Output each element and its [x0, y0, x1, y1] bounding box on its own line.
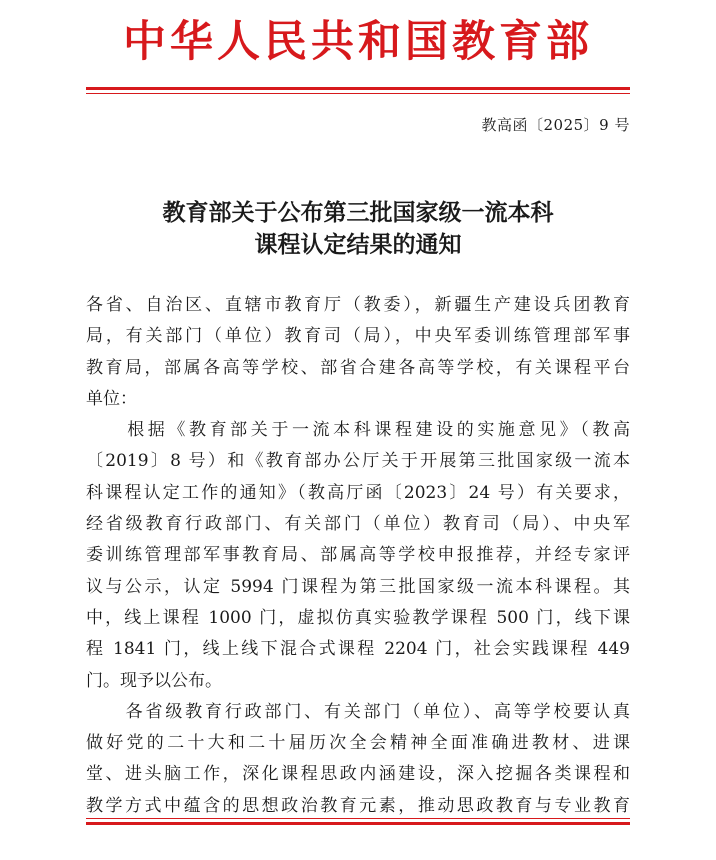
text-line: 堂、进头脑工作，深化课程思政内涵建设，深入挖掘各类课程和 — [86, 764, 630, 785]
document-number: 教高函〔2025〕9 号 — [481, 116, 630, 134]
text-line: 委训练管理部军事教育局、部属高等学校申报推荐，并经专家评 — [86, 545, 630, 566]
paragraph-1 — [86, 415, 630, 697]
text-line: 程 1841 门，线上线下混合式课程 2204 门，社会实践课程 449 — [86, 639, 630, 660]
footer-rule-thick — [86, 822, 630, 825]
header-rule-thick — [86, 87, 630, 90]
footer-rule-thin — [86, 818, 630, 819]
title-line-2: 课程认定结果的通知 — [254, 232, 462, 258]
text-line: 经省级教育行政部门、有关部门（单位）教育司（局）、中央军 — [86, 514, 630, 535]
document-body — [86, 290, 630, 822]
text-line: 中，线上课程 1000 门，虚拟仿真实验教学课程 500 门，线下课 — [86, 607, 630, 628]
text-line: 做好党的二十大和二十届历次全会精神全面准确进教材、进课 — [86, 733, 630, 754]
text-line: 根据《教育部关于一流本科课程建设的实施意见》（教高 — [86, 420, 630, 441]
text-line: 科课程认定工作的通知》（教高厅函〔2023〕24 号）有关要求， — [86, 482, 630, 503]
text-line: 议与公示，认定 5994 门课程为第三批国家级一流本科课程。其 — [86, 576, 630, 597]
agency-masthead: 中华人民共和国教育部 — [123, 17, 593, 67]
text-line: 各省、自治区、直辖市教育厅（教委），新疆生产建设兵团教育 — [86, 295, 630, 315]
addressee-block — [86, 290, 630, 415]
text-line: 教学方式中蕴含的思想政治教育元素，推动思政教育与专业教育 — [86, 795, 630, 816]
paragraph-2 — [86, 697, 630, 822]
text-line: 〔2019〕8 号）和《教育部办公厅关于开展第三批国家级一流本 — [86, 451, 630, 472]
text-line: 各省级教育行政部门、有关部门（单位）、高等学校要认真 — [86, 701, 630, 722]
text-line: 单位： — [86, 388, 137, 409]
document-title — [86, 197, 630, 261]
text-line: 教育局，部属各高等学校、部省合建各高等学校，有关课程平台 — [86, 357, 630, 378]
title-line-1: 教育部关于公布第三批国家级一流本科 — [162, 200, 554, 226]
header-rule-thin — [86, 93, 630, 94]
text-line: 门。现予以公布。 — [86, 670, 222, 691]
text-line: 局，有关部门（单位）教育司（局），中央军委训练管理部军事 — [86, 326, 630, 347]
